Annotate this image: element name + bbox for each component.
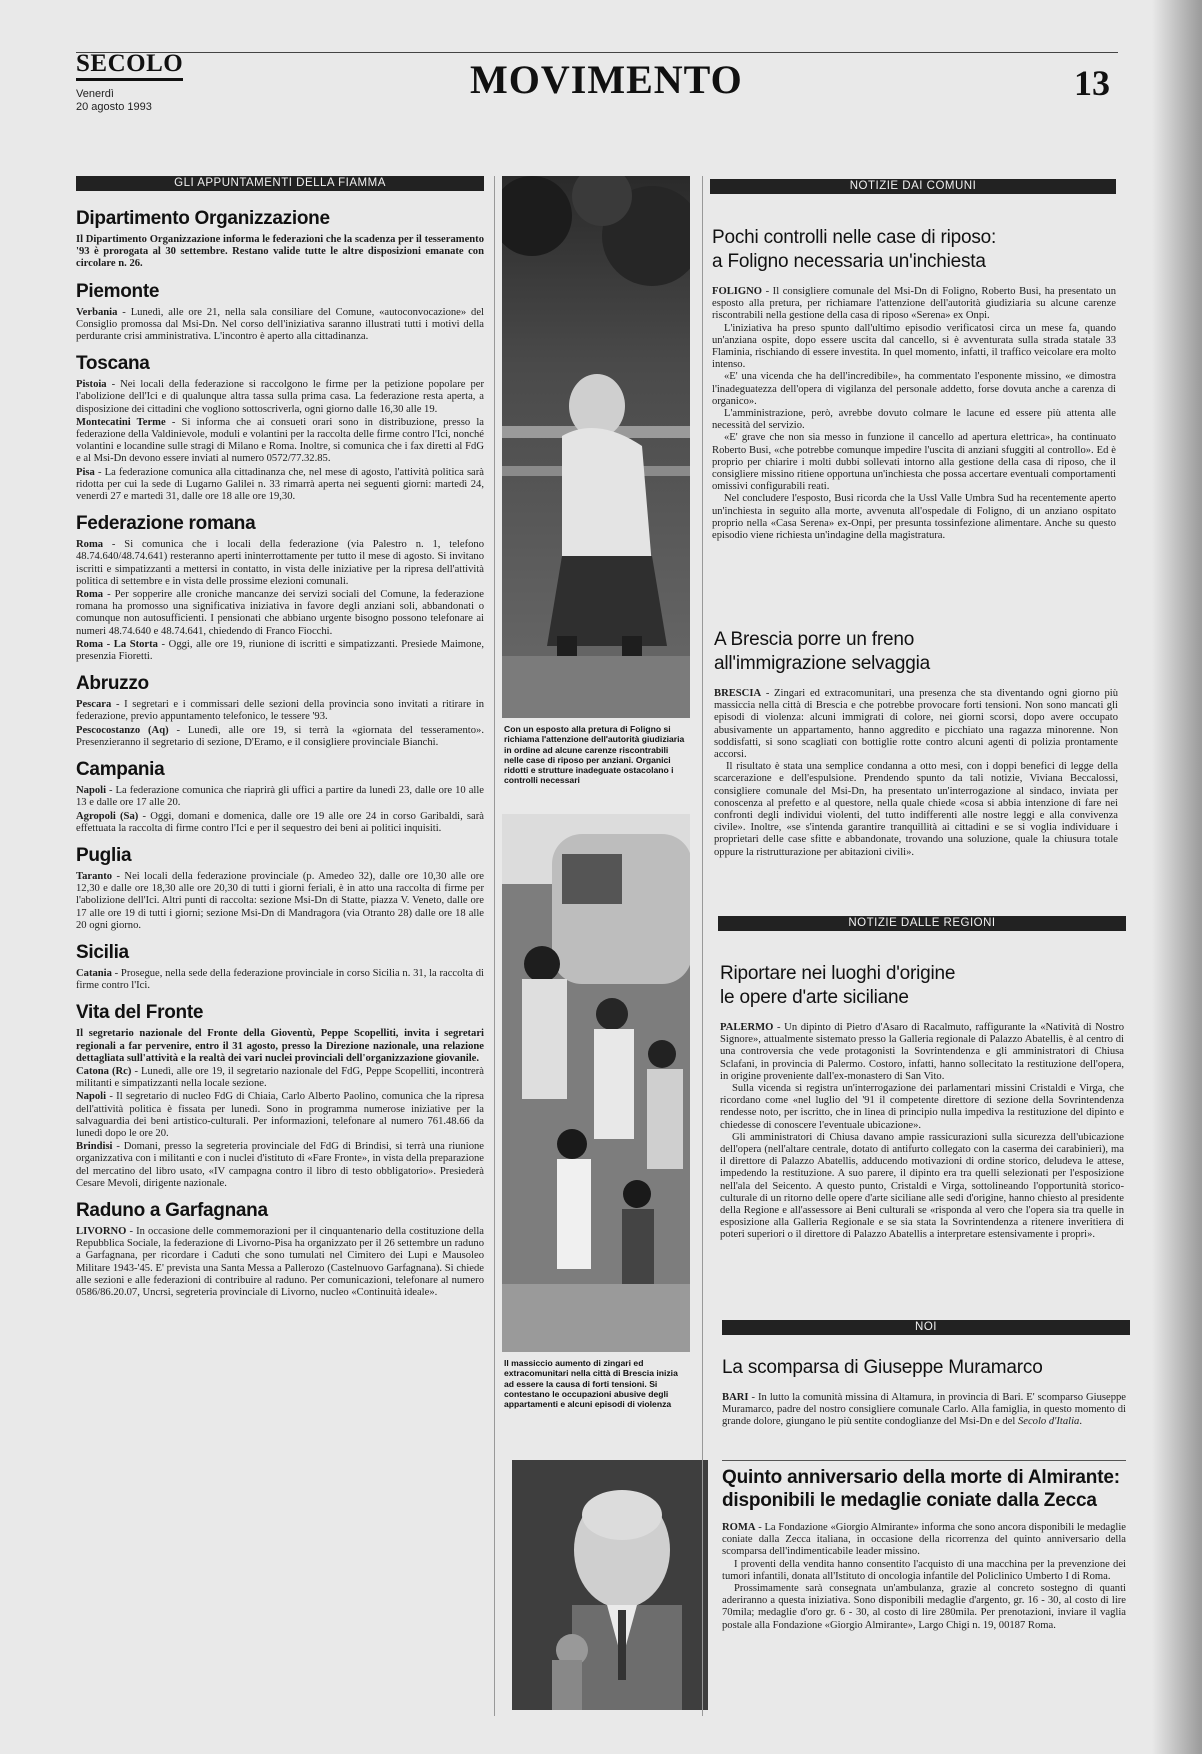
- appointment-entry: [76, 1028, 484, 1065]
- headline-brescia-line-1: A Brescia porre un freno: [714, 629, 915, 650]
- section-heading: Toscana: [76, 353, 150, 375]
- brescia-text: - Zingari ed extracomunitari, una presenza che sta diventando ogni giorno più massiccia nella città di Brescia e che potrebbe provocare forti tensioni. Non sono mancati gli episodi di violenza: alcuni immigrati di colore, nei giorni scorsi, dopo avere occupato abusivamente un appartamento, hanno aggredito e picchiato una ragazza minorenne. Non soddisfatti, si sono scagliati con bottiglie rotte contro alcuni agenti di polizia prontamente accorsi.: [714, 688, 1118, 761]
- section-heading: Abruzzo: [76, 673, 149, 695]
- story-almirante-body: [722, 1522, 1126, 1632]
- brescia-paragraph: [714, 688, 1118, 761]
- appointment-text: - La federazione comunica alla cittadinanza che, nel mese di agosto, l'attività politica sarà ridotta per cui la sede di Lugarno Galilei n. 33 rimarrà aperta nei seguenti giorni: martedì 24, venerdì 27 e martedì 31, dalle ore 18 alle ore 19,30.: [76, 466, 484, 503]
- appointment-place: Napoli: [76, 1091, 107, 1103]
- story-almirante: [722, 1466, 1126, 1632]
- story-palermo: [720, 962, 1124, 1242]
- section-heading: Federazione romana: [76, 513, 256, 535]
- appointment-place: Roma - La Storta: [76, 638, 158, 650]
- appointment-text: - Si comunica che i locali della federazione (via Palestro n. 1, telefono 48.74.640/48.74.641) resteranno aperti ininterrottamente per tutto il mese di agosto. Si invitano iscritti e simpatizzanti a mettersi in contatto, in vista delle iniziative per la ripresa dell'attività politica di settembre e in vista delle prossime elezioni comunali.: [76, 539, 484, 587]
- appointment-text: - Nei locali della federazione provinciale (p. Amedeo 32), dalle ore 10,30 alle ore 12,30 e dalle ore 18,30 alle ore 20,30 di tutti i giorni feriali, è in atto una raccolta di firme per l'abolizione dell'Ici. Altri punti di raccolta: sezione Msi-Dn di Statte, piazza V. Veneto, dalle ore 17 alle ore 19 di tutti i giorni; sezione Msi-Dn di Mandragora (via Otranto 28) dalle ore 18 alle 20 ogni giorno.: [76, 870, 484, 931]
- foligno-text: Nel concludere l'esposto, Busi ricorda che la Ussl Valle Umbra Sud ha recentemente aperto un'inchiesta in seguito alla morte, avvenuta all'ospedale di Foligno, di un anziano ospitato proprio nella «Casa Serena» ex-Onpi, per presunta tossinfezione alimentare. Anche su questo episodio viene richiesta un'indagine della magistratura.: [712, 493, 1116, 542]
- appointment-entry: [76, 539, 484, 588]
- appointment-place: Agropoli (Sa): [76, 810, 139, 822]
- appointment-place: Catona (Rc): [76, 1065, 132, 1077]
- appointment-text: Il Dipartimento Organizzazione informa le federazioni che la scadenza per il tesseramento '93 è prorogata al 30 settembre. Restano valide tutte le altre disposizioni emanate con circolare n. 26.: [76, 234, 484, 270]
- appointment-entry: [76, 307, 484, 344]
- story-foligno: [712, 226, 1116, 542]
- appointment-place: Verbania: [76, 306, 118, 318]
- masthead-date-text: 20 agosto 1993: [76, 101, 152, 113]
- foligno-text: - Il consigliere comunale del Msi-Dn di Foligno, Roberto Busi, ha presentato un esposto alla pretura, per richiamare l'attenzione dell'autorità giudiziaria su alcune carenze riscontrabili nella gestione della casa di riposo «Serena» ex Onpi.: [712, 286, 1116, 322]
- section-heading: Puglia: [76, 844, 132, 866]
- appointment-text: - Oggi, domani e domenica, dalle ore 19 alle ore 24 in corso Garibaldi, sarà effettuata la raccolta di firme contro l'Ici e per il sequestro dei beni ai politici inquisiti.: [76, 810, 484, 834]
- foligno-text: «E' grave che non sia messo in funzione il cancello ad apertura elettrica», ha continuato Roberto Busi, «che potrebbe comunque impedire l'uscita di anziani sfuggiti al controllo». Ed è proprio per chiarire i molti dubbi sollevati intorno alla gestione della casa di riposo, che il consigliere missino ritiene opportuna un'inchiesta che possa accertare eventuali comportamenti omissivi configurabili reati.: [712, 432, 1116, 493]
- section-heading: Sicilia: [76, 941, 129, 963]
- appointment-entry: [76, 785, 484, 809]
- appointment-text: - Il segretario di nucleo FdG di Chiaia, Carlo Alberto Paolino, comunica che la ripresa dell'attività politica è fissata per lunedì. Sono in programma numerose iniziative per la salvaguardia dei beni artistico-culturali. Per informazioni, telefonare al numero 761.48.66 da lunedì dopo le ore 20.: [76, 1091, 484, 1139]
- appointment-place: Montecatini Terme: [76, 416, 166, 428]
- appointment-text: Il segretario nazionale del Fronte della Gioventù, Peppe Scopelliti, invita i segretari regionali a far pervenire, entro il 31 agosto, presso la Direzione nazionale, una relazione dettagliata sull'attività e la realtà dei vari nuclei provinciali dell'organizzazione giovanile.: [76, 1028, 484, 1064]
- column-divider-right: [702, 176, 703, 1716]
- appointment-text: - Nei locali della federazione si raccolgono le firme per la petizione popolare per l'abolizione dell'Ici e di qualunque altra tassa sulla prima casa. La federazione resta aperta, a disposizione dei cittadini che vogliono sottoscriverla, ogni giorno dalle 16,30 alle 19.: [76, 379, 484, 415]
- appointment-entry: [76, 871, 484, 932]
- appointment-text: - Per sopperire alle croniche mancanze dei servizi sociali del Comune, la federazione romana ha promosso una significativa iniziativa in favore degli anziani soli, abbandonati o comunque non autosufficienti. I pensionati che abbiano urgente bisogno possono telefonare ai numeri 48.74.640 e 48.74.641, chiedendo di Franco Fiocchi.: [76, 589, 484, 637]
- dateline-bari: BARI: [722, 1392, 749, 1403]
- appointment-entry: [76, 968, 484, 992]
- foligno-text: «E' una vicenda che ha dell'incredibile», ha commentato l'esponente missino, «e dimostra l'inadeguatezza dell'opera di vigilanza del personale addetto, forse dovuta anche a carenza di organico».: [712, 371, 1116, 407]
- brescia-text: Il risultato è stata una semplice condanna a otto mesi, con i doppi benefici di legge della scarcerazione e dell'espulsione. Prendendo spunto da tali notizie, Viviana Beccalossi, consigliere comunale del Msi-Dn, ha presentato un'interrogazione al sindaco, inviata per conoscenza al prefetto e al questore, nella quale chiede «cosa si abbia intenzione di fare nei confronti degli individui violenti, del tutto indifferenti alle nostre leggi e alla convivenza civile». Inoltre, «se s'intenda garantire tranquillità ai cittadini e se si voglia individuare i proprietari delle case sfitte e abbandonate, trovando una soluzione, quale la chiusura totale oppure la ristrutturazione per abitazioni civili».: [714, 761, 1118, 858]
- story-bari-end: .: [1079, 1416, 1083, 1428]
- banner-appuntamenti: GLI APPUNTAMENTI DELLA FIAMMA: [76, 176, 484, 191]
- appointments-list: [76, 208, 484, 1299]
- section-heading: Vita del Fronte: [76, 1002, 204, 1024]
- appointment-entry: [76, 1226, 484, 1299]
- headline-brescia-line-2: all'immigrazione selvaggia: [714, 653, 930, 674]
- photo-almirante-portrait-art: [512, 1460, 708, 1710]
- headline-almirante: [722, 1466, 1126, 1512]
- appointment-entry: [76, 379, 484, 416]
- section-heading: Campania: [76, 759, 165, 781]
- palermo-paragraph: [720, 1022, 1124, 1083]
- story-brescia: [714, 628, 1118, 859]
- appointment-entry: [76, 1091, 484, 1140]
- story-bari: [722, 1356, 1126, 1429]
- story-brescia-body: [714, 688, 1118, 859]
- almirante-paragraph: [722, 1559, 1126, 1583]
- appointment-text: - La federazione comunica che riaprirà gli uffici a partire da lunedì 23, dalle ore 10 alle 13 e dalle ore 17 alle 20.: [76, 785, 484, 809]
- almirante-text: Prossimamente sarà consegnata un'ambulanza, grazie al concreto sostegno di quanti aderiranno a questa iniziativa. Sono disponibili medaglie d'argento, gr. 16 - 30, al costo di lire 70mila; medaglie d'oro gr. 6 - 30, al costo di lire 280mila. Per prenotazioni, inviare il vaglia postale alla Fondazione «Giorgio Almirante», Largo Chigi n. 19, 00187 Roma.: [722, 1583, 1126, 1631]
- headline-foligno-line-1: Pochi controlli nelle case di riposo:: [712, 227, 997, 248]
- page-number: 13: [1074, 63, 1110, 103]
- headline-almirante-line-1: Quinto anniversario della morte di Almirante:: [722, 1467, 1120, 1488]
- rule-almirante: [722, 1460, 1126, 1461]
- column-divider-left: [494, 176, 495, 1716]
- page-edge-shadow: [1152, 0, 1202, 1754]
- headline-almirante-line-2: disponibili le medaglie coniate dalla Zecca: [722, 1490, 1097, 1511]
- newspaper-logo: SECOLO: [76, 50, 183, 81]
- appointment-entry: [76, 234, 484, 271]
- appointment-entry: [76, 811, 484, 835]
- almirante-text: - La Fondazione «Giorgio Almirante» informa che sono ancora disponibili le medaglie coniate dalla Zecca italiana, in occasione della ricorrenza del quinto anniversario della scomparsa dell'indimenticabile leader missino.: [722, 1522, 1126, 1558]
- palermo-dateline: PALERMO: [720, 1022, 774, 1033]
- photo-immigrants-brescia: [502, 814, 690, 1352]
- almirante-paragraph: [722, 1583, 1126, 1632]
- brescia-dateline: BRESCIA: [714, 688, 762, 699]
- appointment-place: Pisa: [76, 466, 95, 478]
- headline-palermo-line-1: Riportare nei luoghi d'origine: [720, 963, 956, 984]
- brescia-paragraph: [714, 761, 1118, 859]
- almirante-text: I proventi della vendita hanno consentito l'acquisto di una macchina per la prevenzione dei tumori infantili, donata all'Istituto di oncologia infantile del Policlinico Umberto I di Roma.: [722, 1558, 1126, 1582]
- appointment-place: Catania: [76, 967, 112, 979]
- section-title: MOVIMENTO: [470, 57, 743, 102]
- banner-notizie-comuni: NOTIZIE DAI COMUNI: [710, 179, 1116, 194]
- masthead-rule: [76, 52, 1118, 53]
- story-palermo-body: [720, 1022, 1124, 1242]
- photo-almirante-portrait: [512, 1460, 708, 1710]
- appointments-column: [76, 200, 484, 1720]
- photo-caption-foligno: Con un esposto alla pretura di Foligno si richiama l'attenzione dell'autorità giudiziaria in ordine ad alcune carenze riscontrabili nelle case di riposo per anziani. Organici ridotti e strutture inadeguate ostacolano i controlli necessari: [504, 724, 685, 786]
- appointment-place: Pescocostanzo (Aq): [76, 724, 169, 736]
- appointment-entry: [76, 639, 484, 663]
- appointment-entry: [76, 699, 484, 723]
- headline-brescia: [714, 628, 1118, 676]
- banner-noi: NOI: [722, 1320, 1130, 1335]
- story-bari-text: - In lutto la comunità missina di Altamura, in provincia di Bari. E' scomparso Giuseppe Muramarco, padre del nostro consigliere comunale Carlo. Alla famiglia, in questo momento di grande dolore, giungano le più sentite condoglianze del Msi-Dn e del: [722, 1392, 1126, 1428]
- foligno-paragraph: [712, 371, 1116, 408]
- appointment-place: Roma: [76, 539, 104, 551]
- photo-caption-brescia: Il massiccio aumento di zingari ed extracomunitari nella città di Brescia inizia ad essere la causa di forti tensioni. Si contestano le occupazioni abusive degli appartamenti e alcuni episodi di violenza: [504, 1358, 678, 1410]
- appointment-place: Pistoia: [76, 379, 107, 391]
- headline-palermo: [720, 962, 1124, 1010]
- palermo-paragraph: [720, 1083, 1124, 1132]
- headline-foligno-line-2: a Foligno necessaria un'inchiesta: [712, 251, 986, 272]
- section-heading: Raduno a Garfagnana: [76, 1199, 268, 1221]
- appointment-place: Brindisi: [76, 1141, 113, 1153]
- foligno-paragraph: [712, 408, 1116, 432]
- appointment-entry: [76, 589, 484, 638]
- foligno-paragraph: [712, 323, 1116, 372]
- appointment-text: - Prosegue, nella sede della federazione provinciale in corso Sicilia n. 31, la raccolta di firme contro l'Ici.: [76, 967, 484, 992]
- headline-foligno: [712, 226, 1116, 274]
- appointment-entry: [76, 1066, 484, 1090]
- almirante-paragraph: [722, 1522, 1126, 1559]
- appointment-place: Taranto: [76, 870, 113, 882]
- palermo-text: Sulla vicenda si registra un'interrogazione dei parlamentari missini Cristaldi e Virga, che ricordano come «nel luglio del '91 il competente direttore di sezione della Sovrintendenza rendesse noto, per iscritto, che in linea di principio nulla impediva la restituzione del dipinto e chiedesse di conoscere l'eventuale ubicazione».: [720, 1083, 1124, 1131]
- palermo-text: Gli amministratori di Chiusa davano ampie rassicurazioni sulla sicurezza dell'ubicazione dell'opera (nell'altare centrale, dotato di antifurto collegato con la caserma dei carabinieri), ma il direttore di Palazzo Abatellis, adducendo motivazioni di ordine storico, deludeva le attese, impedendo la restituzione. A suo parere, il dipinto era tra quelli selezionati per l'esposizione nell'ala del Seicento. A questo punto, Cristaldi e Virga, sottolineando l'opportunità storico-culturale di un ritorno delle opere d'arte siciliane alle sedi d'origine, hanno chiesto al presidente della Regione e all'assessore ai Beni culturali se «risponda al vero che l'opera sia tra quelle in esposizione alla Galleria Regionale e se sia stata la Sovrintendenza a ritenere inveritiera di poteri superiori o il direttore di Palazzo Abatellis a interpretare estensivamente i propri».: [720, 1131, 1124, 1241]
- banner-notizie-regioni: NOTIZIE DALLE REGIONI: [718, 916, 1126, 931]
- appointment-text: - Lunedì, alle ore 21, nella sala consiliare del Comune, «autoconvocazione» del Consiglio promossa dal Msi-Dn. Nel corso dell'iniziativa saranno illustrati tutti i motivi della perdurante crisi amministrativa. L'incontro è aperto alla cittadinanza.: [76, 306, 484, 343]
- photo-immigrants-brescia-art: [502, 814, 690, 1352]
- appointment-place: Napoli: [76, 785, 107, 797]
- appointment-text: - Domani, presso la segreteria provinciale del FdG di Brindisi, si terrà una riunione organizzativa con i militanti e con i nuclei d'istituto di «Fare Fronte», in vista della preparazione del mercatino del libro usato, «IV campagna contro il libro di testo obbligatorio». Presiederà Cesare Mevoli, dirigente nazionale.: [76, 1141, 484, 1189]
- palermo-text: - Un dipinto di Pietro d'Asaro di Racalmuto, raffigurante la «Natività di Nostro Signore», attualmente sistemato presso la Galleria regionale di Palazzo Abatellis, è al centro di una controversia che vede protagonisti la Sovrintendenza e gli amministratori di Chiusa Sclafani, in provincia di Palermo. Costoro, infatti, hanno sollecitato la restituzione dell'opera, in origine proveniente dall'ex-monastero di San Vito.: [720, 1022, 1124, 1082]
- photo-elderly-man-art: [502, 176, 690, 718]
- masthead-date: [76, 88, 152, 114]
- appointment-entry: [76, 417, 484, 466]
- foligno-dateline: FOLIGNO: [712, 286, 763, 297]
- headline-bari: La scomparsa di Giuseppe Muramarco: [722, 1357, 1043, 1378]
- section-heading: Piemonte: [76, 280, 160, 302]
- foligno-text: L'amministrazione, però, avrebbe dovuto colmare le lacune ed essere più attenta alle necessità del servizio.: [712, 408, 1116, 432]
- appointment-entry: [76, 725, 484, 749]
- appointment-text: - Lunedì, alle ore 19, il segretario nazionale del FdG, Peppe Scopelliti, incontrerà militanti e simpatizzanti nella locale sezione.: [76, 1065, 484, 1090]
- appointment-entry: [76, 1141, 484, 1190]
- foligno-paragraph: [712, 493, 1116, 542]
- foligno-paragraph: [712, 286, 1116, 323]
- appointment-text: - Oggi, alle ore 19, riunione di iscritti e simpatizzanti. Presiede Maimone, presenzia Fioretti.: [76, 638, 484, 663]
- palermo-paragraph: [720, 1132, 1124, 1242]
- appointment-text: - Lunedì, alle ore 19, si terrà la «giornata del tesseramento». Presenzieranno il segretario di sezione, D'Eramo, e il consigliere provinciale Bianchi.: [76, 724, 484, 748]
- appointment-text: - I segretari e i commissari delle sezioni della provincia sono invitati a ritirare in federazione, previo appuntamento telefonico, le tessere '93.: [76, 699, 484, 723]
- foligno-paragraph: [712, 432, 1116, 493]
- headline-palermo-line-2: le opere d'arte siciliane: [720, 987, 909, 1008]
- story-bari-paper-name: Secolo d'Italia: [1017, 1416, 1080, 1428]
- appointment-place: Pescara: [76, 699, 112, 711]
- almirante-dateline: ROMA: [722, 1522, 756, 1533]
- appointment-text: - Si informa che ai consueti orari sono in distribuzione, presso la federazione della Valdinievole, moduli e volantini per la raccolta delle firme contro l'Ici, nonché volantini e locandine sulle stragi di Milano e Roma. Inoltre, si comunica che i fax diretti al FdG e al Msi-Dn devono essere inviati al numero 0572/77.32.85.: [76, 416, 484, 465]
- appointment-entry: [76, 467, 484, 504]
- foligno-text: L'iniziativa ha preso spunto dall'ultimo episodio verificatosi circa un mese fa, quando un'anziana ospite, dopo essere uscita dal cancello, si è avventurata sulla strada statale 33 Flaminia, rischiando di essere investita. In quel momento, infatti, il traffico veicolare era molto intenso.: [712, 322, 1116, 371]
- appointment-text: - In occasione delle commemorazioni per il cinquantenario della costituzione della Repubblica Sociale, la federazione di Livorno-Pisa ha organizzato per il 26 settembre un raduno a Garfagnana, per ricordare i Caduti che sono tumulati nel Cimitero dei Lupi e Mausoleo Militare 1943-'45. E' prevista una Santa Messa a Pallerozo (Castelnuovo Garfagnana). Si chiede alle sezioni e alle federazioni di contribuire al raduno. Per comunicazioni, telefonare al numero 0586/86.20.07, Uncrsi, segreteria provinciale di Livorno, nucleo «Continuità ideale».: [76, 1225, 484, 1298]
- story-foligno-body: [712, 286, 1116, 542]
- masthead-day: Venerdì: [76, 88, 114, 100]
- appointment-place: Roma: [76, 589, 104, 601]
- story-bari-body: [722, 1392, 1126, 1429]
- section-heading: Dipartimento Organizzazione: [76, 208, 330, 229]
- appointment-place: LIVORNO: [76, 1225, 127, 1237]
- photo-elderly-man: [502, 176, 690, 718]
